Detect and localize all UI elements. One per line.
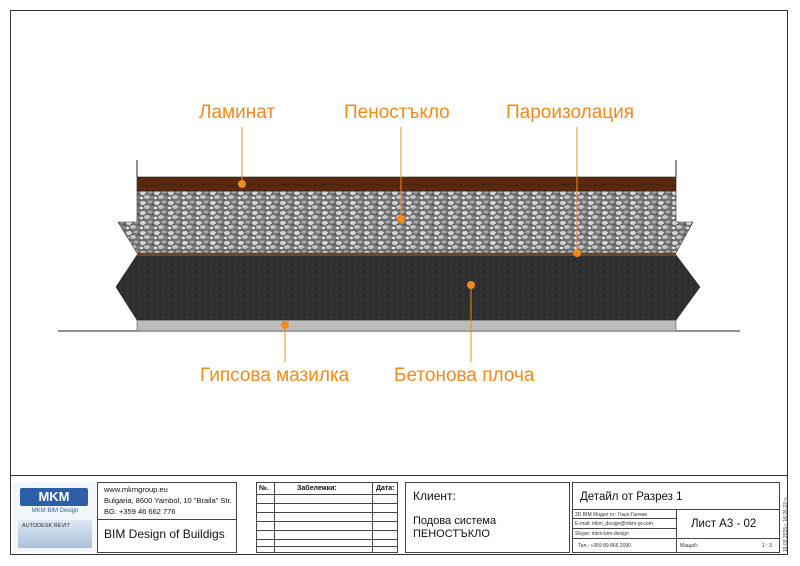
company-address: Bulgaria, 8600 Yambol, 10 "Braila" Str.	[104, 496, 232, 505]
mkm-logo-subtitle: MKM BIM Design	[31, 508, 79, 514]
print-timestamp: 19.03.2015 г. 16:26:23 ч.	[783, 496, 789, 552]
notes-table	[256, 482, 398, 553]
company-logo-area	[12, 482, 98, 553]
project-line-1: Подова система	[413, 515, 497, 527]
label-gypsum-plaster: Гипсова мазилка	[200, 365, 350, 386]
email-info[interactable]: E-mail: mkm_design@mkm-gr.com	[575, 521, 653, 527]
sheet-number: Лист А3 - 02	[691, 518, 757, 530]
client-label: Клиент:	[413, 489, 456, 503]
notes-col-date: Дата:	[376, 485, 395, 492]
gypsum-plaster-layer	[137, 320, 676, 331]
notes-col-no: №.	[259, 485, 269, 492]
modeler-info: 3D BIM Модел от: Гошо Ганчев	[575, 512, 647, 518]
label-vapor-barrier: Пароизолация	[506, 102, 635, 123]
company-phone: BG: +359 46 662 776	[104, 507, 176, 516]
company-website[interactable]: www.mkmgroup.eu	[104, 485, 168, 494]
label-foam-glass: Пеностъкло	[344, 102, 450, 123]
autodesk-revit-logo: AUTODESK REVIT	[18, 520, 92, 548]
notes-col-notes: Забележки:	[297, 485, 337, 492]
label-laminate: Ламинат	[199, 102, 276, 123]
scale-value: 1 : 3	[762, 543, 772, 549]
label-concrete-slab: Бетонова плоча	[394, 365, 535, 386]
company-tagline: BIM Design of Buildigs	[104, 527, 225, 541]
tel-info: Тел.: +359 89 866 2090	[578, 543, 631, 549]
laminate-layer	[137, 177, 676, 191]
vapor-barrier-layer	[137, 253, 676, 256]
sheet-title: Детайл от Разрез 1	[580, 491, 683, 503]
foam-glass-layer	[118, 191, 693, 253]
skype-info: Skype: mkm-bim-design	[575, 531, 629, 537]
scale-label: Мащаб:	[680, 543, 699, 549]
concrete-slab-layer	[116, 255, 700, 320]
project-line-2: ПЕНОСТЪКЛО	[413, 528, 490, 540]
mkm-logo: MKM	[20, 488, 88, 506]
